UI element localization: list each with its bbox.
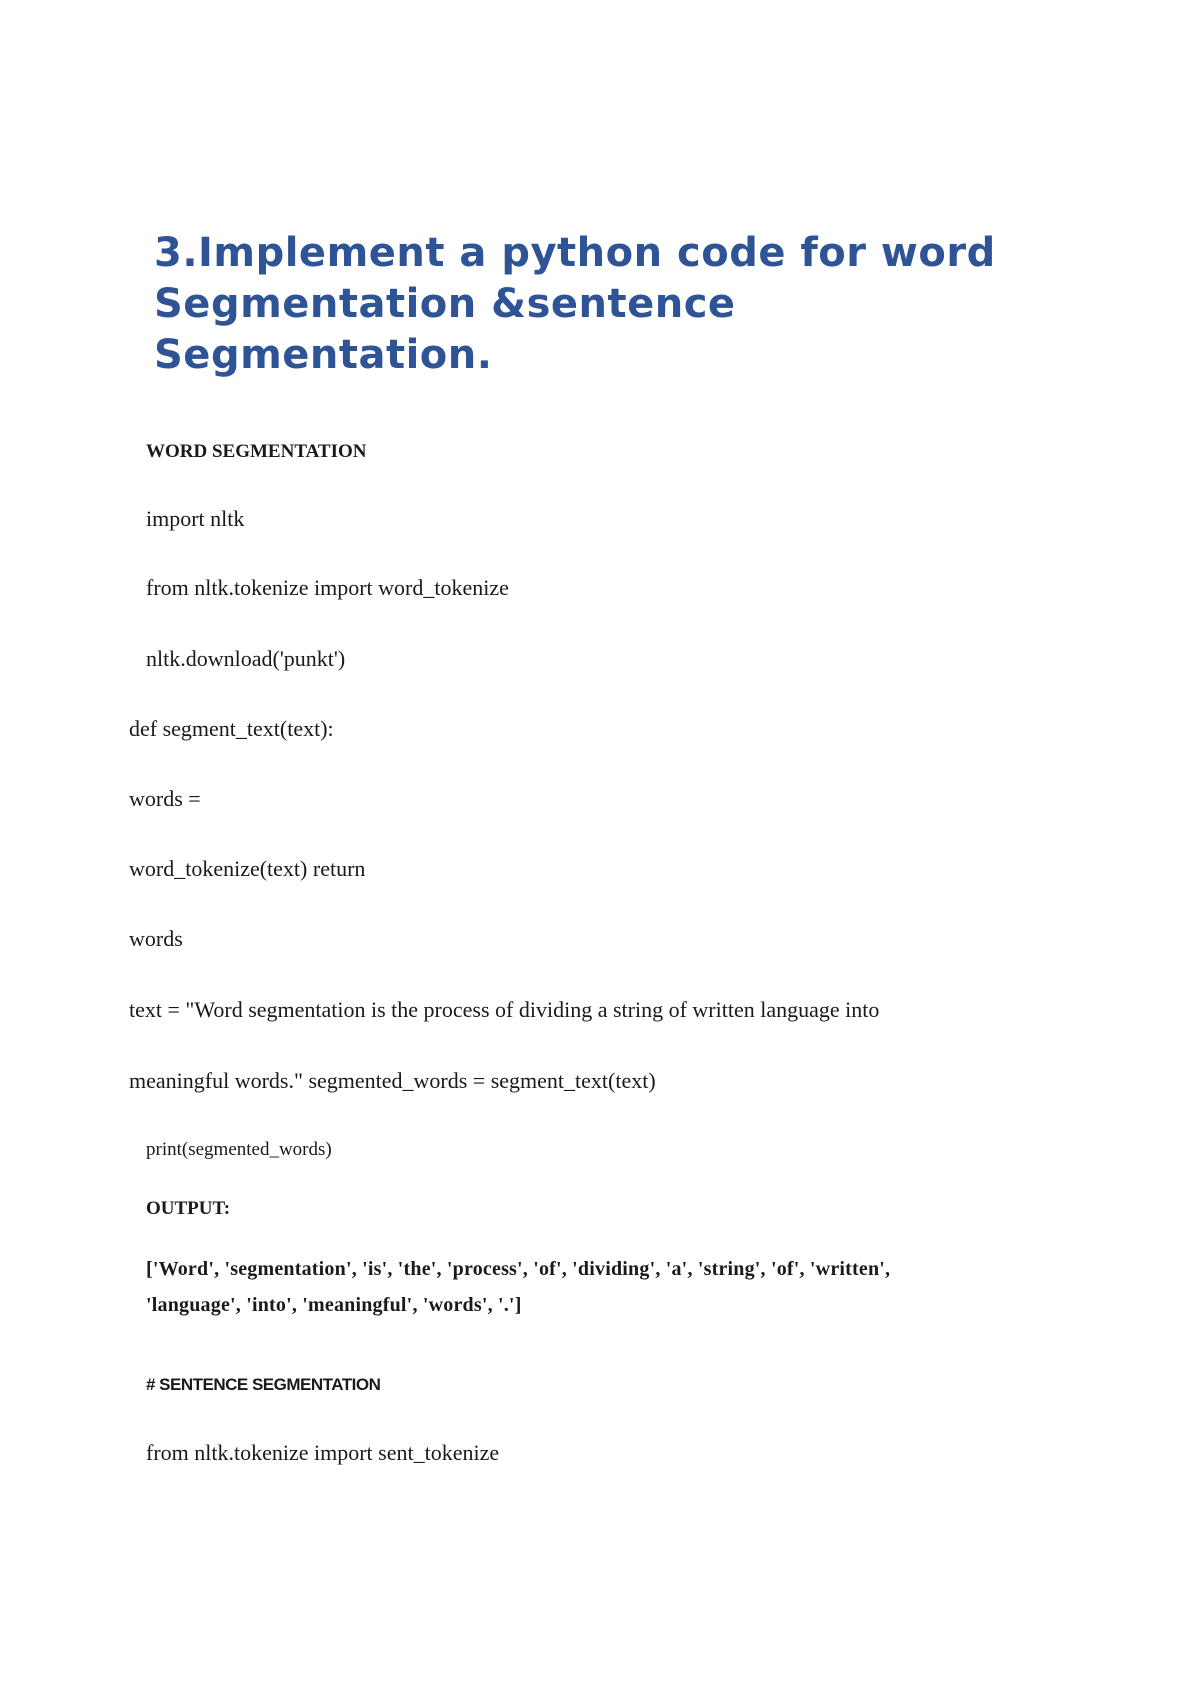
code-line: words (129, 926, 183, 951)
title-line-3: Segmentation. (154, 332, 493, 378)
code-line: def segment_text(text): (129, 716, 334, 741)
code-line: word_tokenize(text) return (129, 856, 366, 881)
code-line: from nltk.tokenize import word_tokenize (146, 575, 509, 600)
code-line: print(segmented_words) (146, 1139, 332, 1160)
title-line-1: 3.Implement a python code for word (154, 230, 996, 276)
code-line: words = (129, 786, 201, 811)
output-line: ['Word', 'segmentation', 'is', 'the', 'process', 'of', 'dividing', 'a', 'string', 'of', 'written', (146, 1258, 891, 1280)
output-label: OUTPUT: (146, 1198, 231, 1219)
code-line: nltk.download('punkt') (146, 646, 346, 671)
page-title (154, 228, 1054, 381)
code-line: from nltk.tokenize import sent_tokenize (146, 1440, 500, 1465)
title-line-2: Segmentation &sentence (154, 281, 736, 327)
code-line: import nltk (146, 506, 245, 531)
code-line: text = "Word segmentation is the process of dividing a string of written language into (129, 997, 880, 1022)
code-line: meaningful words." segmented_words = segment_text(text) (129, 1068, 656, 1093)
sentence-segmentation-heading: # SENTENCE SEGMENTATION (146, 1375, 381, 1394)
word-segmentation-heading: WORD SEGMENTATION (146, 441, 367, 462)
output-line: 'language', 'into', 'meaningful', 'words', '.'] (146, 1294, 522, 1316)
